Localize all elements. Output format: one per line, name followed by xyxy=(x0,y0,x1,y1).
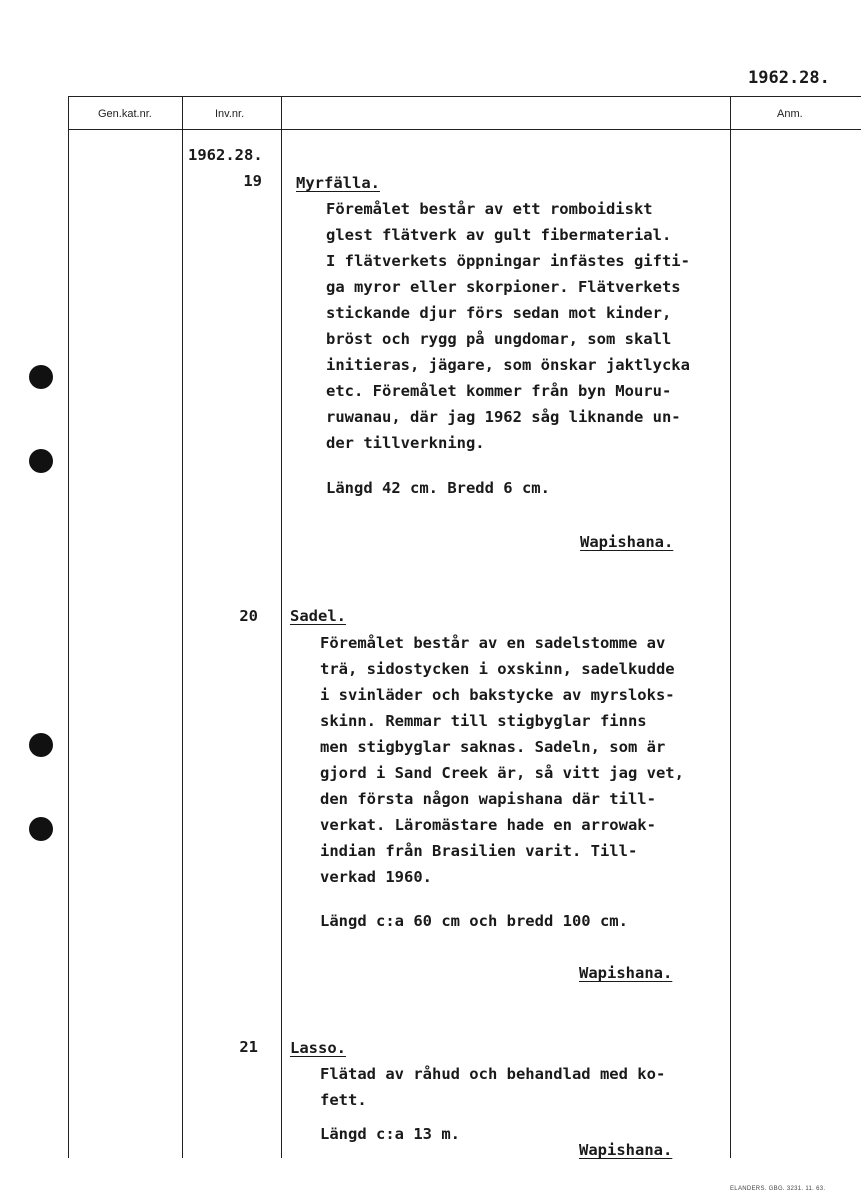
entry-body-line: bröst och rygg på ungdomar, som skall xyxy=(326,330,672,348)
entry-body-line: Flätad av råhud och behandlad med ko- xyxy=(320,1065,666,1083)
entry-body-line: gjord i Sand Creek är, så vitt jag vet, xyxy=(320,764,684,782)
entry-body-line: der tillverkning. xyxy=(326,434,485,452)
column-header-gen-kat-nr: Gen.kat.nr. xyxy=(98,108,152,120)
entry-title: Myrfälla. xyxy=(296,174,380,192)
entry-body-line: indian från Brasilien varit. Till- xyxy=(320,842,638,860)
inv-series-number: 1962.28. xyxy=(188,146,263,164)
entry-body-line: den första någon wapishana där till- xyxy=(320,790,656,808)
column-header-anm: Anm. xyxy=(777,108,803,120)
entry-body-line: men stigbyglar saknas. Sadeln, som är xyxy=(320,738,666,756)
entry-body-line: I flätverkets öppningar infästes gifti- xyxy=(326,252,690,270)
entry-body-line: verkad 1960. xyxy=(320,868,432,886)
entry-body-line: etc. Föremålet kommer från byn Mouru- xyxy=(326,382,672,400)
entry-body-line: verkat. Läromästare hade en arrowak- xyxy=(320,816,656,834)
column-rule-1 xyxy=(182,96,183,1158)
entry-body-line: glest flätverk av gult fibermaterial. xyxy=(326,226,672,244)
entry-measurement: Längd c:a 13 m. xyxy=(320,1125,460,1143)
column-header-inv-nr: Inv.nr. xyxy=(215,108,245,120)
entry-number: 20 xyxy=(239,607,258,625)
entry-tribe: Wapishana. xyxy=(579,964,673,982)
entry-title: Lasso. xyxy=(290,1039,346,1057)
entry-body-line: ga myror eller skorpioner. Flätverkets xyxy=(326,278,681,296)
entry-body-line: skinn. Remmar till stigbyglar finns xyxy=(320,712,647,730)
entry-number: 19 xyxy=(243,172,262,190)
column-rule-3 xyxy=(730,96,731,1158)
punch-hole-icon xyxy=(29,817,53,841)
page-number: 1962.28. xyxy=(748,68,830,88)
entry-tribe: Wapishana. xyxy=(579,1141,673,1159)
entry-body-line: stickande djur förs sedan mot kinder, xyxy=(326,304,672,322)
entry-body-line: i svinläder och bakstycke av myrsloks- xyxy=(320,686,675,704)
entry-body-line: fett. xyxy=(320,1091,367,1109)
punch-hole-icon xyxy=(29,365,53,389)
entry-tribe: Wapishana. xyxy=(580,533,674,551)
entry-body-line: Föremålet består av en sadelstomme av xyxy=(320,634,666,652)
header-bottom-rule xyxy=(68,129,861,130)
table-top-rule xyxy=(68,96,861,97)
entry-body-line: initieras, jägare, som önskar jaktlycka xyxy=(326,356,690,374)
entry-measurement: Längd c:a 60 cm och bredd 100 cm. xyxy=(320,912,628,930)
entry-number: 21 xyxy=(239,1038,258,1056)
punch-hole-icon xyxy=(29,449,53,473)
punch-hole-icon xyxy=(29,733,53,757)
entry-body-line: Föremålet består av ett romboidiskt xyxy=(326,200,653,218)
entry-body-line: trä, sidostycken i oxskinn, sadelkudde xyxy=(320,660,675,678)
printer-mark: ELANDERS. GBG. 3231. 11. 63. xyxy=(730,1186,826,1192)
column-rule-2 xyxy=(281,96,282,1158)
column-rule-left xyxy=(68,96,69,1158)
entry-measurement: Längd 42 cm. Bredd 6 cm. xyxy=(326,479,550,497)
entry-body-line: ruwanau, där jag 1962 såg liknande un- xyxy=(326,408,681,426)
entry-title: Sadel. xyxy=(290,607,346,625)
